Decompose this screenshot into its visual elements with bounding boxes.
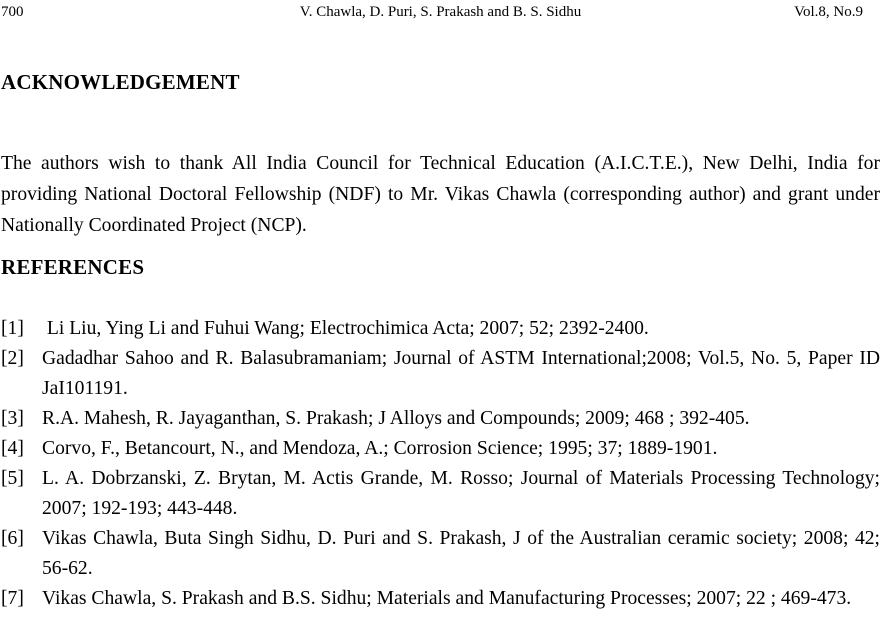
acknowledgement-heading: ACKNOWLEDGEMENT xyxy=(1,70,240,94)
reference-list xyxy=(0,314,880,614)
reference-text: Corvo, F., Betancourt, N., and Mendoza, A.; Corrosion Science; 1995; 37; 1889-1901. xyxy=(42,438,718,459)
reference-text: L. A. Dobrzanski, Z. Brytan, M. Actis Grande, M. Rosso; Journal of Materials Processing Technology; 2007; 192-193; 443-448. xyxy=(42,468,880,519)
reference-item xyxy=(0,464,880,524)
reference-item xyxy=(0,314,880,344)
reference-item xyxy=(0,434,880,464)
running-head xyxy=(0,3,881,23)
reference-text: Gadadhar Sahoo and R. Balasubramaniam; Journal of ASTM International;2008; Vol.5, No. 5, Paper ID JaI101191. xyxy=(42,348,880,399)
reference-number: [1] xyxy=(1,318,24,339)
reference-number: [3] xyxy=(1,408,24,429)
reference-item xyxy=(0,524,880,584)
reference-number: [6] xyxy=(1,528,24,549)
running-head-authors: V. Chawla, D. Puri, S. Prakash and B. S. Sidhu xyxy=(299,4,582,20)
reference-item xyxy=(0,404,880,434)
reference-text: Li Liu, Ying Li and Fuhui Wang; Electrochimica Acta; 2007; 52; 2392-2400. xyxy=(42,318,649,339)
reference-number: [4] xyxy=(1,438,24,459)
reference-number: [7] xyxy=(1,588,24,609)
reference-item xyxy=(0,584,880,614)
reference-text: R.A. Mahesh, R. Jayaganthan, S. Prakash; J Alloys and Compounds; 2009; 468 ; 392-405. xyxy=(42,408,750,429)
running-head-volume: Vol.8, No.9 xyxy=(794,4,863,20)
references-heading: REFERENCES xyxy=(1,255,145,279)
reference-text: Vikas Chawla, Buta Singh Sidhu, D. Puri and S. Prakash, J of the Australian ceramic society; 2008; 42; 56-62. xyxy=(42,528,880,579)
reference-text: Vikas Chawla, S. Prakash and B.S. Sidhu; Materials and Manufacturing Processes; 2007; 22 ; 469-473. xyxy=(42,588,852,609)
reference-number: [5] xyxy=(1,468,24,489)
page-number: 700 xyxy=(1,4,24,20)
reference-item xyxy=(0,344,880,404)
reference-number: [2] xyxy=(1,348,24,369)
acknowledgement-paragraph: The authors wish to thank All India Council for Technical Education (A.I.C.T.E.), New Delhi, India for providing National Doctoral Fellowship (NDF) to Mr. Vikas Chawla (corresponding author) and grant under Nationally Coordinated Project (NCP). xyxy=(1,152,880,236)
